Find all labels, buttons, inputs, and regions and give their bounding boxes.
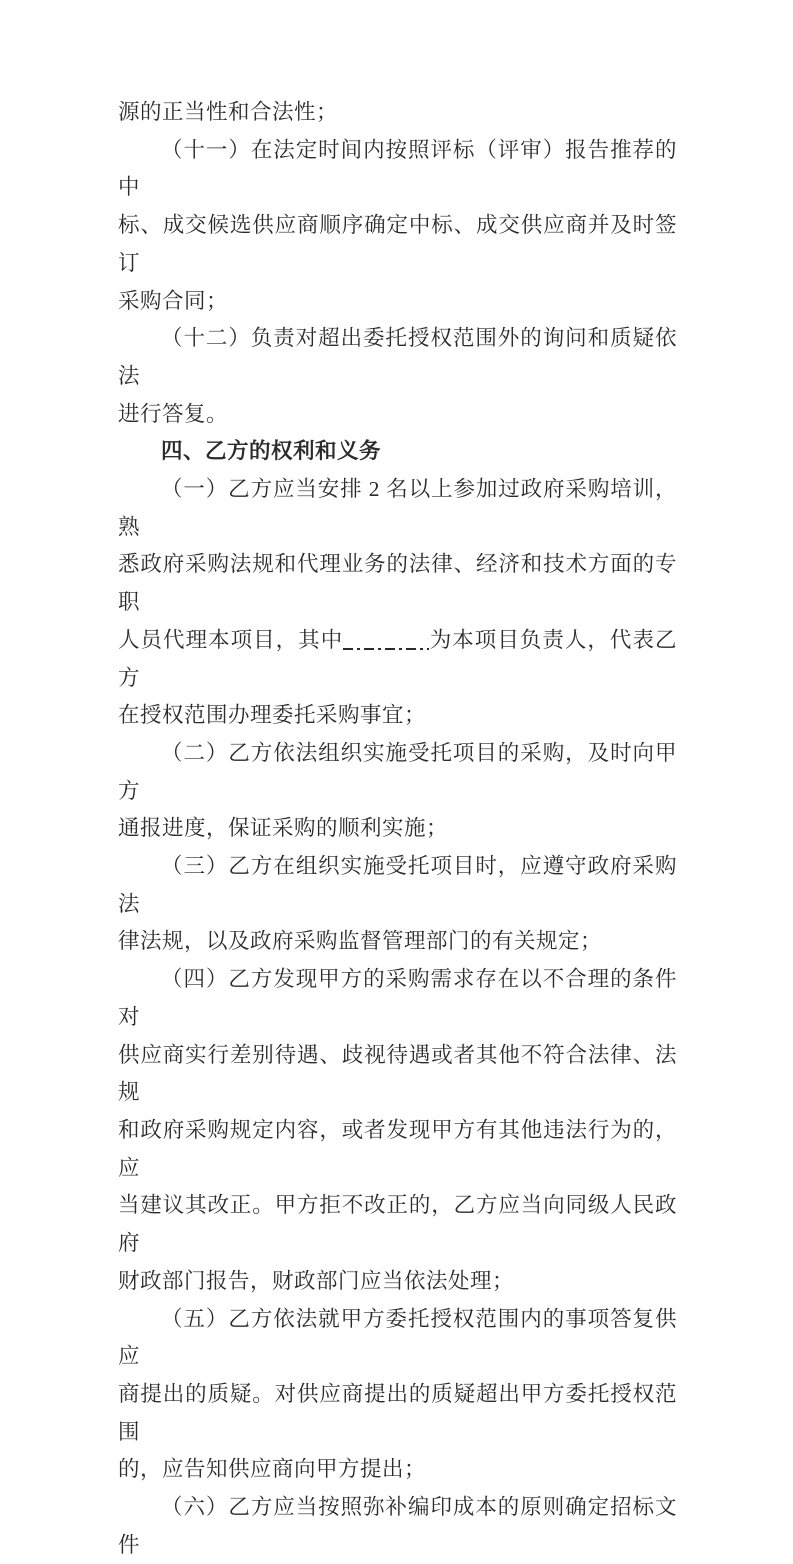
text-line: 和政府采购规定内容，或者发现甲方有其他违法行为的，应 bbox=[118, 1117, 677, 1180]
text-line: 采购合同； bbox=[118, 288, 229, 313]
text-line: 源的正当性和合法性； bbox=[118, 100, 339, 124]
text-line: 进行答复。 bbox=[118, 401, 229, 426]
text-line: 通报进度，保证采购的顺利实施； bbox=[118, 816, 449, 841]
text-line: 当建议其改正。甲方拒不改正的，乙方应当向同级人民政府 bbox=[118, 1193, 677, 1256]
text-line: 在授权范围办理委托采购事宜； bbox=[118, 703, 427, 728]
text-line: （五）乙方依法就甲方委托授权范围内的事项答复供应 bbox=[118, 1306, 677, 1369]
text-line: 悉政府采购法规和代理业务的法律、经济和技术方面的专职 bbox=[118, 552, 677, 615]
text-line: 财政部门报告，财政部门应当依法处理； bbox=[118, 1268, 515, 1293]
text-line: （十二）负责对超出委托授权范围外的询问和质疑依法 bbox=[118, 326, 677, 388]
text-before-blank: 人员代理本项目，其中 bbox=[118, 627, 344, 652]
fill-in-blank-underline[interactable] bbox=[343, 647, 429, 650]
text-line: （一）乙方应当安排 2 名以上参加过政府采购培训，熟 bbox=[118, 477, 677, 539]
text-line: 标、成交候选供应商顺序确定中标、成交供应商并及时签订 bbox=[118, 213, 677, 275]
text-line: （六）乙方应当按照弥补编印成本的原则确定招标文件 bbox=[118, 1495, 677, 1557]
text-after-blank: 为本项目负责人，代表乙方 bbox=[118, 627, 677, 690]
text-line: （三）乙方在组织实施受托项目时，应遵守政府采购法 bbox=[118, 854, 677, 916]
text-line: （四）乙方发现甲方的采购需求存在以不合理的条件对 bbox=[118, 967, 677, 1029]
text-line: 供应商实行差别待遇、歧视待遇或者其他不符合法律、法规 bbox=[118, 1042, 677, 1105]
text-line: 的，应告知供应商向甲方提出； bbox=[118, 1457, 427, 1482]
text-line: （十一）在法定时间内按照评标（评审）报告推荐的中 bbox=[118, 137, 677, 200]
text-line: 律法规，以及政府采购监督管理部门的有关规定； bbox=[118, 929, 603, 954]
section-heading: 四、乙方的权利和义务 bbox=[161, 439, 382, 464]
text-line-with-blank bbox=[118, 622, 677, 697]
text-line: （二）乙方依法组织实施受托项目的采购，及时向甲方 bbox=[118, 740, 677, 803]
text-line: 商提出的质疑。对供应商提出的质疑超出甲方委托授权范围 bbox=[118, 1381, 677, 1444]
